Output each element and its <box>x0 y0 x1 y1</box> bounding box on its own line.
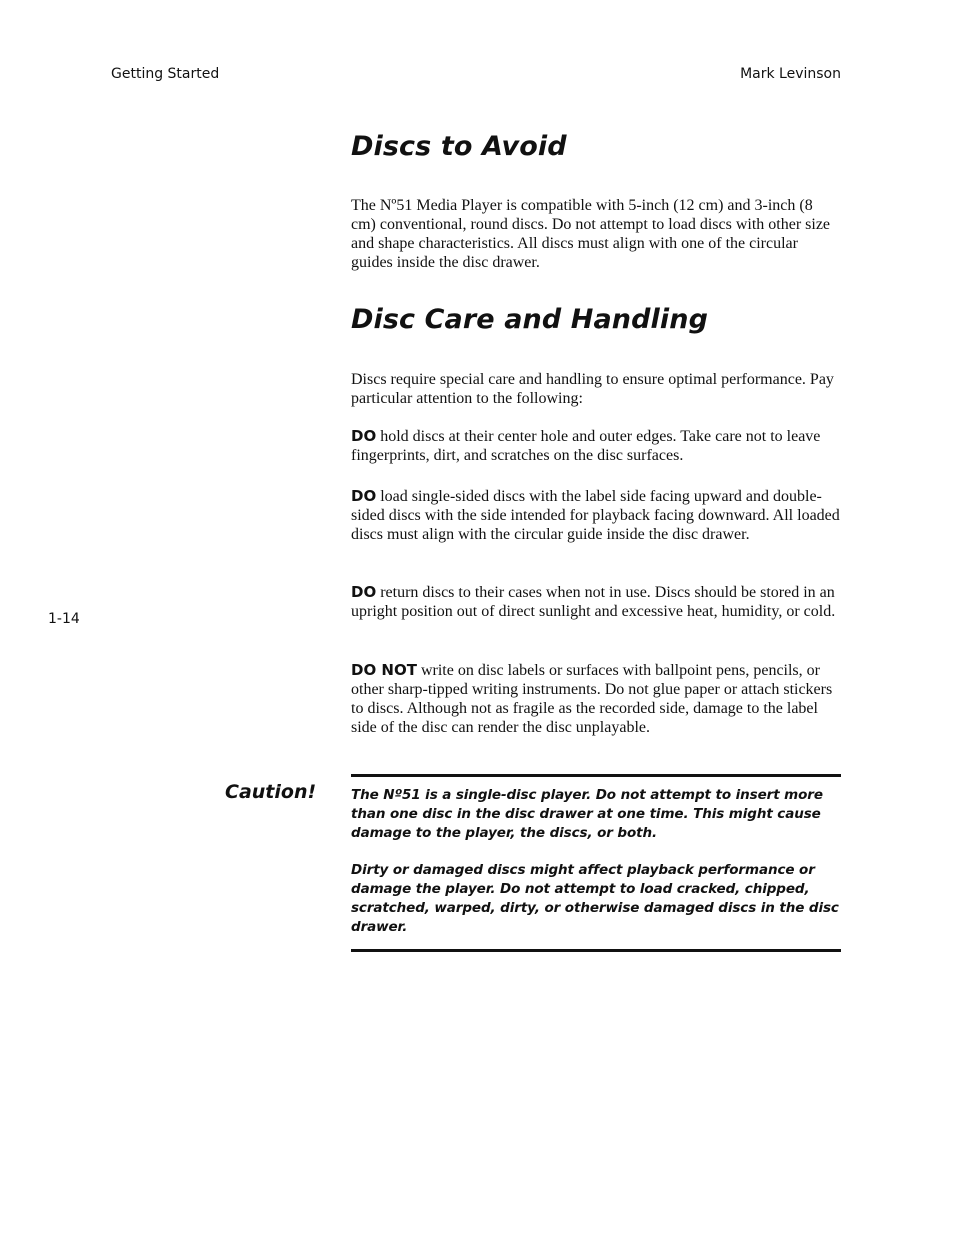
page-number: 1-14 <box>48 611 80 627</box>
disc-care-item <box>351 661 841 737</box>
item-keyword: DO NOT <box>351 661 417 679</box>
section-title-discs-to-avoid: Discs to Avoid <box>351 131 567 162</box>
item-text: return discs to their cases when not in use. Discs should be stored in an upright position out of direct sunlight and excessive heat, humidity, or cold. <box>351 584 836 620</box>
item-text: load single-sided discs with the label side facing upward and double-sided discs with the side intended for playback facing downward. All loaded discs must align with the circular guide inside the disc drawer. <box>351 488 840 543</box>
running-header-section: Getting Started <box>111 66 220 82</box>
item-text: write on disc labels or surfaces with ballpoint pens, pencils, or other sharp-tipped writing instruments. Do not glue paper or attach stickers to discs. Although not as fragile as the recorded side, damage to the label side of the disc can render the disc unplayable. <box>351 662 833 736</box>
caution-paragraph: Dirty or damaged discs might affect playback performance or damage the player. Do not attempt to load cracked, chipped, scratched, warped, dirty, or otherwise damaged discs in the disc drawer. <box>351 862 839 935</box>
caution-label: Caution! <box>225 781 317 803</box>
item-text: hold discs at their center hole and outer edges. Take care not to leave fingerprints, dirt, and scratches on the disc surfaces. <box>351 428 821 464</box>
disc-care-item <box>351 427 841 465</box>
section-title-disc-care: Disc Care and Handling <box>351 304 708 335</box>
running-header-brand: Mark Levinson <box>740 66 841 82</box>
item-keyword: DO <box>351 427 377 445</box>
disc-care-item <box>351 583 841 621</box>
item-keyword: DO <box>351 487 377 505</box>
disc-care-item <box>351 487 841 544</box>
disc-care-intro: Discs require special care and handling to ensure optimal performance. Pay particular attention to the following: <box>351 371 834 407</box>
discs-to-avoid-body: The Nº51 Media Player is compatible with 5-inch (12 cm) and 3-inch (8 cm) conventional, round discs. Do not attempt to load discs with other size and shape characteristics. All discs must align with one of the circular guides inside the disc drawer. <box>351 197 831 271</box>
caution-box <box>351 774 841 952</box>
caution-paragraph: The Nº51 is a single-disc player. Do not attempt to insert more than one disc in the disc drawer at one time. This might cause damage to the player, the discs, or both. <box>351 787 823 841</box>
item-keyword: DO <box>351 583 377 601</box>
